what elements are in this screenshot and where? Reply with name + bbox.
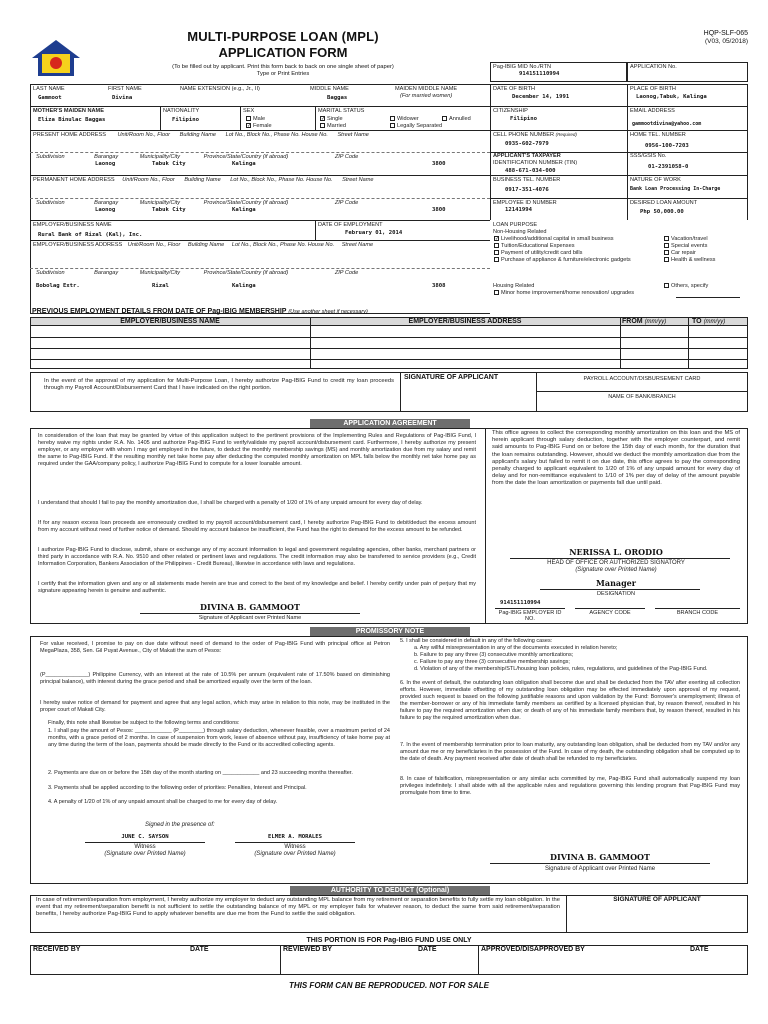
promissory-c4: 4. A penalty of 1/20 of 1% of any unpaid amount shall be charged to me for every day of delay. [48, 799, 278, 805]
marital-separated-option[interactable]: Legally Separated [390, 123, 442, 129]
agreement-applicant-sig-label: Signature of Applicant over Printed Name [198, 615, 302, 621]
purpose-livelihood[interactable]: ✓ Livelihood/additional capital in small business [495, 236, 614, 243]
received-date-label: DATE [190, 946, 209, 953]
middle-name-value: Baggas [327, 95, 348, 101]
first-name-label: FIRST NAME [108, 86, 142, 92]
agreement-employer-text: This office agrees to collect the corresponding monthly amortization on this loan and the MS of herein applicant through salary deduction, together with the employer counterpart, and remit said amounts to Pag-IBIG Fund on or before the 15th day of each month, for the duration that the loan remains outstanding. However, should we deduct the monthly amortization due from the applicant's salary but failed to remit it on due date, this office agrees to pay the corresponding penalty charged to applicant equivalent to 1/20 of 1% of any unpaid amount for every day of delay and for non-remittance equivalent to 1/10 of 1% per day of delay of the amount payable from the date the loan amortization or payments fall due until paid. [492, 430, 740, 487]
cell-value: 0935-602-7979 [505, 141, 549, 147]
promissory-signature: DIVINA B. GAMMOOT [550, 852, 650, 862]
witness1-label: Witness [134, 844, 156, 850]
payroll-text: In the event of the approval of my application for Multi-Purpose Loan, I hereby authorize Pag-IBIG Fund to credit my loan proceeds through my Payroll Account/Disbursement Card that I have indicated on the right portion. [44, 378, 394, 392]
purpose-car[interactable]: Car repair [664, 250, 696, 256]
name-ext-label: NAME EXTENSION (e.g., Jr., II) [180, 86, 260, 92]
form-subtitle: (To be filled out by applicant. Print this form back to back on one single sheet of paper) [172, 63, 394, 70]
promissory-r5c: c. Failure to pay any three (3) consecutive membership savings; [414, 659, 570, 665]
purpose-utility[interactable]: Payment of utility/credit card bills [494, 250, 582, 256]
house-logo-icon [30, 38, 82, 78]
marital-single-option[interactable]: ✓ Single [321, 116, 343, 123]
perm-zip: 3800 [432, 207, 446, 213]
form-code: HQP-SLF-065 [703, 30, 748, 37]
utility-checkbox[interactable] [494, 250, 499, 255]
middle-name-label: MIDDLE NAME [310, 86, 349, 92]
promissory-c2: 2. Payments are due on or before the 15th day of the month starting on ____________ and 23 succeeding months thereafter. [48, 770, 353, 776]
pagibig-logo [30, 38, 82, 78]
promissory-r8: 8. In case of falsification, misrepresentation or any similar acts committed by me, Pag-IBIG Fund shall automatically suspend my loan privileges indefinitely. I shall abide with all the applicable rules and regulations governing this lending program that Pag-IBIG Fund may promulgate from time to time. [400, 776, 740, 796]
form-title-line1: MULTI-PURPOSE LOAN (MPL) [187, 29, 379, 44]
events-checkbox[interactable] [664, 243, 669, 248]
mid-label: Pag-IBIG MID No./RTN [493, 64, 552, 70]
car-checkbox[interactable] [664, 250, 669, 255]
biz-tel-value: 0917-351-4076 [505, 187, 549, 193]
witness2-sub: (Signature over Printed Name) [254, 851, 336, 857]
maiden-note: (For married women) [400, 93, 453, 99]
presence-label: Signed in the presence of: [145, 822, 215, 828]
purpose-housing[interactable]: Minor home improvement/home renovation/ upgrades [494, 290, 664, 296]
authority-text: In case of retirement/separation from employment, I hereby authorize my employer to deduct any outstanding MPL balance from my retirement or separation benefits to fully settle my loan obligation. In the event that my retirement/separation benefit is not sufficient to settle the outstanding balance of my MPL or my employer fails for whatever reason, to deduct the same from said retirement/separation benefits, I hereby authorize Pag-IBIG Fund to apply whatever benefits are due me from the Fund to settle the said obligation. [36, 897, 560, 917]
witness1-sub: (Signature over Printed Name) [104, 851, 186, 857]
appliance-checkbox[interactable] [494, 257, 499, 262]
emp-id-value: 12141994 [505, 207, 532, 213]
fund-use-table [30, 945, 748, 975]
biz-tel-label: BUSINESS TEL. NUMBER [493, 177, 561, 183]
application-no-box[interactable] [627, 62, 748, 82]
promissory-c1: 1. I shall pay the amount of Pesos: ____________ (P________) through salary deduction, whenever feasible, over a maximum period of 24 months, with a grace period of 2 months. In case of suspension from work, leave of absence without pay, insufficiency of take home pay at any time during the term of the loan, payments should be made directly to the Fund or its accredited collecting agents. [48, 728, 390, 748]
male-checkbox[interactable] [246, 116, 251, 121]
livelihood-checkbox[interactable]: ✓ [495, 236, 500, 243]
agreement-p3: If for any reason excess loan proceeds are erroneously credited to my payroll account/disbursement card, I hereby authorize Pag-IBIG Fund to debit/deduct the excess amount from my account without need of further notice of demand. Should my account balance be insufficient, the Fund has the right to demand for the excess amount to be refunded. [38, 520, 476, 533]
promissory-r5b: b. Failure to pay any three (3) consecutive monthly amortizations; [414, 652, 574, 658]
purpose-health[interactable]: Health & wellness [664, 257, 715, 263]
received-by-label: RECEIVED BY [33, 946, 81, 953]
sex-male-option[interactable]: Male [246, 116, 265, 122]
authority-title-bar: AUTHORITY TO DEDUCT (Optional) [290, 886, 490, 895]
head-of-office-name: NERISSA L. ORODIO [569, 547, 663, 557]
head-of-office-sub: (Signature over Printed Name) [575, 567, 657, 573]
promissory-r6: 6. In the event of default, the outstanding loan obligation shall become due and shall be deducted from the TAV after exerting all collection efforts. However, immediate offsetting of my outstanding loan obligation may be effected immediately upon approval of my request, provided such request is based on the following justifiable reasons and upon validation by the Fund: Borrower's unemployment; illness of the member-borrower or any of his immediate family members as certified by a licensed physician that, by reason thereof, resulted in his failure to pay the required amortization when due; or death of any of his immediate family members that, by reason thereof, resulted in his failure to pay the required amortization when due. [400, 680, 740, 721]
form-title-line2: APPLICATION FORM [218, 44, 348, 60]
employer-label: EMPLOYER/BUSINESS NAME [33, 222, 112, 228]
perm-city: Tabuk City [152, 207, 186, 213]
form-subtitle-2: Type or Print Entries [256, 70, 310, 77]
promissory-c3: 3. Payments shall be applied according to the following order of priorities: Penalties, Interest and Principal. [48, 785, 307, 791]
emp-prov: Kalinga [232, 283, 256, 289]
prev-col-from: FROM (mm/yy) [622, 318, 667, 325]
work-value: Bank Loan Processing In-Charge [630, 186, 721, 192]
dob-label: DATE OF BIRTH [493, 86, 536, 92]
email-label: EMAIL ADDRESS [630, 108, 675, 114]
promissory-r5: 5. I shall be considered in default in any of the following cases: [400, 638, 553, 644]
promissory-p4: Finally, this note shall likewise be subject to the following terms and conditions: [48, 720, 240, 726]
single-checkbox[interactable]: ✓ [321, 116, 326, 123]
emp-city: Rizal [152, 283, 169, 289]
home-tel-value: 0956-100-7203 [645, 143, 689, 149]
employer-id-label: Pag-IBIG EMPLOYER ID NO. [498, 610, 562, 623]
present-subd-row: Subdivision Barangay Municipality/City Province/State/Country (if abroad) ZIP Code [36, 154, 359, 160]
sss-value: 01-2391058-0 [648, 164, 689, 170]
non-housing-label: Non-Housing Related [493, 229, 547, 235]
emp-zip: 3808 [432, 283, 446, 289]
purpose-appliance[interactable]: Purchase of appliance & furniture/electronic gadgets [494, 257, 664, 263]
authority-signature-label: SIGNATURE OF APPLICANT [613, 896, 701, 903]
present-address-label-row: PRESENT HOME ADDRESS Unit/Room No., Floor Building Name Lot No., Block No., Phase No. House No. Street Name [33, 132, 369, 138]
mid-value: 914151110994 [519, 71, 560, 78]
married-checkbox[interactable] [320, 123, 325, 128]
agreement-p2: I understand that should I fail to pay the monthly amortization due, I shall be charged with a penalty of 1/20 of 1% of any unpaid amount for every day of delay. [38, 500, 423, 506]
present-city: Tabuk City [152, 161, 186, 167]
emp-id-label: EMPLOYEE ID NUMBER [493, 200, 557, 206]
emp-subd-row: Subdivision Barangay Municipality/City Province/State/Country (if abroad) ZIP Code [36, 270, 359, 276]
promissory-p2: (P______________) Philippine Currency, with an interest at the rate of 10.5% per annum (equivalent rate of 17.50% based on diminishing principal balance), with interest during the grace period and shall be amortized equally over the term of the loan. [40, 672, 390, 685]
tuition-checkbox[interactable] [494, 243, 499, 248]
witness1-name: JUNE C. SAYSON [121, 834, 169, 840]
tin-value: 488-671-034-000 [505, 168, 556, 174]
marital-status-label: MARITAL STATUS [318, 108, 365, 114]
employer-value: Rural Bank of Rizal (Kal), Inc. [38, 232, 143, 238]
head-of-office-label: HEAD OF OFFICE OR AUTHORIZED SIGNATORY [547, 560, 685, 566]
witness2-name: ELMER A. MORALES [268, 834, 322, 840]
citizenship-value: Filipino [510, 116, 537, 122]
agreement-p1: In consideration of the loan that may be granted by virtue of this application subject to the pertinent provisions of the Implementing Rules and Regulations of Pag-IBIG Fund, I hereby waive my rights under R.A. No. 1405 and authorize Pag-IBIG Fund to verify/validate my payroll account/disbursement card. Furthermore, I hereby authorize my present employer, or any employer with whom I may get employed in the future, to deduct the monthly membership savings (MS) and monthly amortization due from my salary and remit the same to Pag-IBIG Fund. If the resulting monthly net take home pay after deducting the computed monthly amortization on MPL falls below the monthly net take home pay as required under the GAA/company policy, I authorize Pag-IBIG Fund to compute for a lower loanable amount. [38, 433, 476, 467]
pob-value: Laonog,Tabuk, Kalinga [636, 94, 707, 100]
housing-checkbox[interactable] [494, 290, 499, 295]
present-brgy: Laonog [95, 161, 116, 167]
desired-label: DESIRED LOAN AMOUNT [630, 200, 698, 206]
prev-col-address: EMPLOYER/BUSINESS ADDRESS [408, 318, 522, 325]
agreement-p5: I certify that the information given and any or all statements made herein are true and correct to the best of my knowledge and belief. I hereby certify under pain of perjury that my signature appearing herein is genuine and authentic. [38, 581, 476, 594]
tin-label-1: APPLICANT'S TAXPAYER [493, 153, 561, 159]
dob-value: December 14, 1991 [512, 94, 570, 100]
payroll-acct-label: PAYROLL ACCOUNT/DISBURSEMENT CARD [583, 376, 701, 382]
mid-box[interactable] [490, 62, 627, 82]
vacation-checkbox[interactable] [664, 236, 669, 241]
purpose-others[interactable]: Others, specify [664, 283, 708, 289]
reviewed-date-label: DATE [418, 946, 437, 953]
agreement-applicant-signature: DIVINA B. GAMMOOT [200, 602, 300, 612]
marital-widower-option[interactable]: Widower [390, 116, 419, 122]
purpose-vacation[interactable]: Vacation/travel [664, 236, 708, 242]
sex-label: SEX [243, 108, 255, 114]
marital-annulled-option[interactable]: Annulled [442, 116, 471, 122]
last-name-label: LAST NAME [33, 86, 65, 92]
desired-value: Php 50,000.00 [640, 209, 684, 215]
approved-by-label: APPROVED/DISAPPROVED BY [481, 946, 585, 953]
payroll-signature-label: SIGNATURE OF APPLICANT [404, 374, 499, 381]
annulled-checkbox[interactable] [442, 116, 447, 121]
first-name-value: Divina [112, 95, 133, 101]
agreement-p4: I authorize Pag-IBIG Fund to disclose, submit, share or exchange any of my account information to legal and government regulating agencies, other banks, merchant partners or third party in accordance with R.A. No. 9510 and other related or pertinent laws and regulations. The credit information may also be transferred to service providers (e.g., Credit Information Corporation, Bankers Association of the Philippines - Credit Bureau), likewise in accordance with laws and regulations. [38, 547, 476, 567]
payroll-bank-label: NAME OF BANK/BRANCH [608, 394, 676, 400]
citizenship-label: CITIZENSHIP [493, 108, 528, 114]
branch-code-label: BRANCH CODE [676, 610, 719, 616]
last-name-value: Gammoot [38, 95, 62, 101]
perm-subd-row: Subdivision Barangay Municipality/City Province/State/Country (if abroad) ZIP Code [36, 200, 359, 206]
purpose-events[interactable]: Special events [664, 243, 707, 249]
prev-col-employer: EMPLOYER/BUSINESS NAME [120, 318, 220, 325]
form-version: (V03, 05/2018) [704, 38, 748, 46]
purpose-tuition[interactable]: Tuition/Educational Expenses [494, 243, 575, 249]
work-label: NATURE OF WORK [630, 177, 681, 183]
emp-subd: Bobolag Extr. [36, 283, 80, 289]
tin-label-2: IDENTIFICATION NUMBER (TIN) [493, 160, 578, 166]
designation-label: DESIGNATION [596, 591, 636, 597]
employer-id-value: 914151110994 [500, 600, 541, 606]
perm-address-label-row: PERMANENT HOME ADDRESS Unit/Room No., Floor Building Name Lot No., Block No., Phase No. House No. Street Name [33, 177, 374, 183]
emp-address-label-row: EMPLOYER/BUSINESS ADDRESS Unit/Room No., Floor Building Name Lot No., Block No., Phase No. House No. Street Name [33, 242, 374, 248]
widower-checkbox[interactable] [390, 116, 395, 121]
present-prov: Kalinga [232, 161, 256, 167]
approved-date-label: DATE [690, 946, 709, 953]
housing-label: Housing Related [493, 283, 535, 289]
prev-emp-title: PREVIOUS EMPLOYMENT DETAILS FROM DATE OF Pag-IBIG MEMBERSHIP (Use another sheet if necessary) [32, 308, 368, 315]
sex-female-option[interactable]: ✓ Female [247, 123, 272, 130]
email-value: gammootdivina@yahoo.com [632, 121, 702, 127]
promissory-title-bar: PROMISSORY NOTE [310, 627, 470, 636]
present-zip: 3800 [432, 161, 446, 167]
others-checkbox[interactable] [664, 283, 669, 288]
mothers-maiden-value: Eliza Binulac Baggas [38, 117, 106, 123]
promissory-p3: I hereby waive notice of demand for payment and agree that any legal action, which may arise in relation to this note, may be instituted in the proper court of Makati City. [40, 700, 390, 713]
maiden-name-label: MAIDEN MIDDLE NAME [395, 86, 458, 92]
doe-label: DATE OF EMPLOYMENT [318, 222, 383, 228]
nationality-value: Filipino [172, 117, 199, 123]
designation-value: Manager [596, 578, 636, 588]
nationality-label: NATIONALITY [163, 108, 200, 114]
perm-prov: Kalinga [232, 207, 256, 213]
health-checkbox[interactable] [664, 257, 669, 262]
reviewed-by-label: REVIEWED BY [283, 946, 333, 953]
promissory-r5d: d. Violation of any of the membership/STL/housing loan policies, rules, regulations, and guidelines of the Pag-IBIG Fund. [414, 666, 708, 672]
cell-label: CELL PHONE NUMBER (Required) [493, 132, 577, 138]
footer-note: THIS FORM CAN BE REPRODUCED. NOT FOR SALE [288, 981, 489, 990]
app-no-label: APPLICATION No. [630, 64, 677, 70]
doe-value: February 01, 2014 [345, 230, 403, 236]
pob-label: PLACE OF BIRTH [630, 86, 676, 92]
marital-married-option[interactable]: Married [320, 123, 346, 129]
promissory-r5a: a. Any willful misrepresentation in any of the documents executed in relation hereto; [414, 645, 618, 651]
sss-label: SSS/GSIS No. [630, 153, 667, 159]
female-checkbox[interactable]: ✓ [247, 123, 252, 130]
separated-checkbox[interactable] [390, 123, 395, 128]
home-tel-label: HOME TEL. NUMBER [630, 132, 686, 138]
promissory-sig-label: Signature of Applicant over Printed Name [544, 866, 656, 872]
fund-use-title: THIS PORTION IS FOR Pag-IBIG FUND USE ONLY [306, 937, 472, 944]
loan-purpose-label: LOAN PURPOSE [493, 222, 538, 228]
promissory-r7: 7. In the event of membership termination prior to loan maturity, any outstanding loan obligation, shall be deducted from my TAV and/or any amount due me or my beneficiaries in the possession of the Fund. In case of my death, the outstanding obligation shall be computed up to the date of death. Any payment received after date of death shall be refunded to my beneficiaries. [400, 742, 740, 762]
witness2-label: Witness [284, 844, 306, 850]
perm-brgy: Laonog [95, 207, 116, 213]
agency-code-label: AGENCY CODE [589, 610, 631, 616]
prev-col-to: TO (mm/yy) [692, 318, 726, 325]
mothers-maiden-label: MOTHER'S MAIDEN NAME [33, 108, 104, 114]
agreement-title-bar: APPLICATION AGREEMENT [310, 419, 470, 428]
promissory-p1: For value received, I promise to pay on due date without need of demand to the order of Pag-IBIG Fund with principal office at Petron MegaPlaza, 358, Sen. Gil Puyat Avenue., City of Makati the sum of Pesos: [40, 641, 390, 654]
